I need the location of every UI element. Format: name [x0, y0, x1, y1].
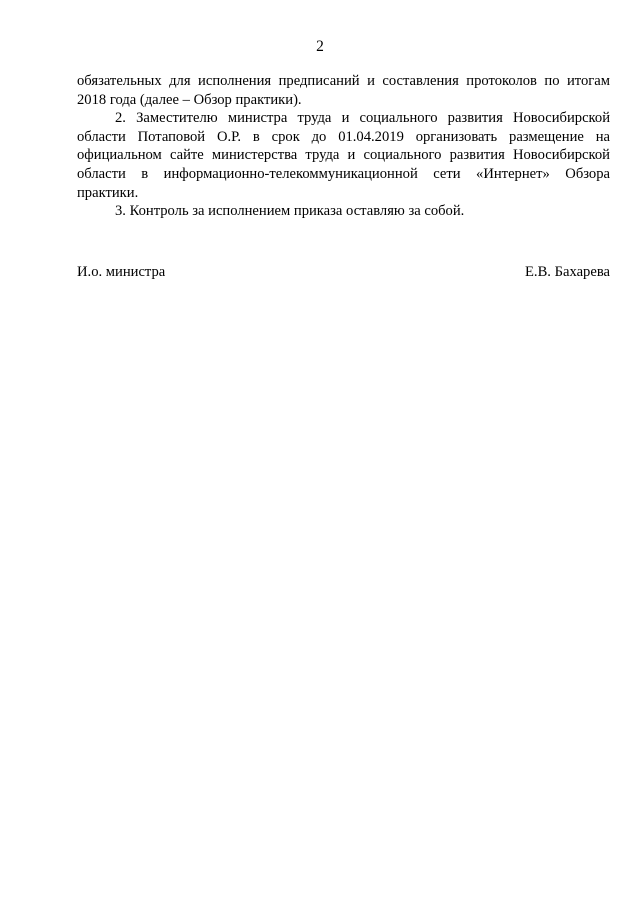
signatory-title: И.о. министра [77, 264, 166, 280]
page-number: 2 [316, 38, 324, 55]
paragraph-item-3: 3. Контроль за исполнением приказа оставляю за собой. [115, 203, 465, 220]
paragraph-item-2: 2. Заместителю министра труда и социального развития Новосибирской области Потаповой О.Р. в срок до 01.04.2019 организовать размещение на официальном сайте министерства труда и социального развития Новосибирской области в информационно-телекоммуникационной сети «Интернет» Обзора практики. [77, 110, 610, 201]
signatory-name: Е.В. Бахарева [525, 264, 610, 280]
document-body [77, 72, 610, 221]
paragraph-continuation: обязательных для исполнения предписаний и составления протоколов по итогам 2018 года (далее – Обзор практики). [77, 73, 610, 108]
